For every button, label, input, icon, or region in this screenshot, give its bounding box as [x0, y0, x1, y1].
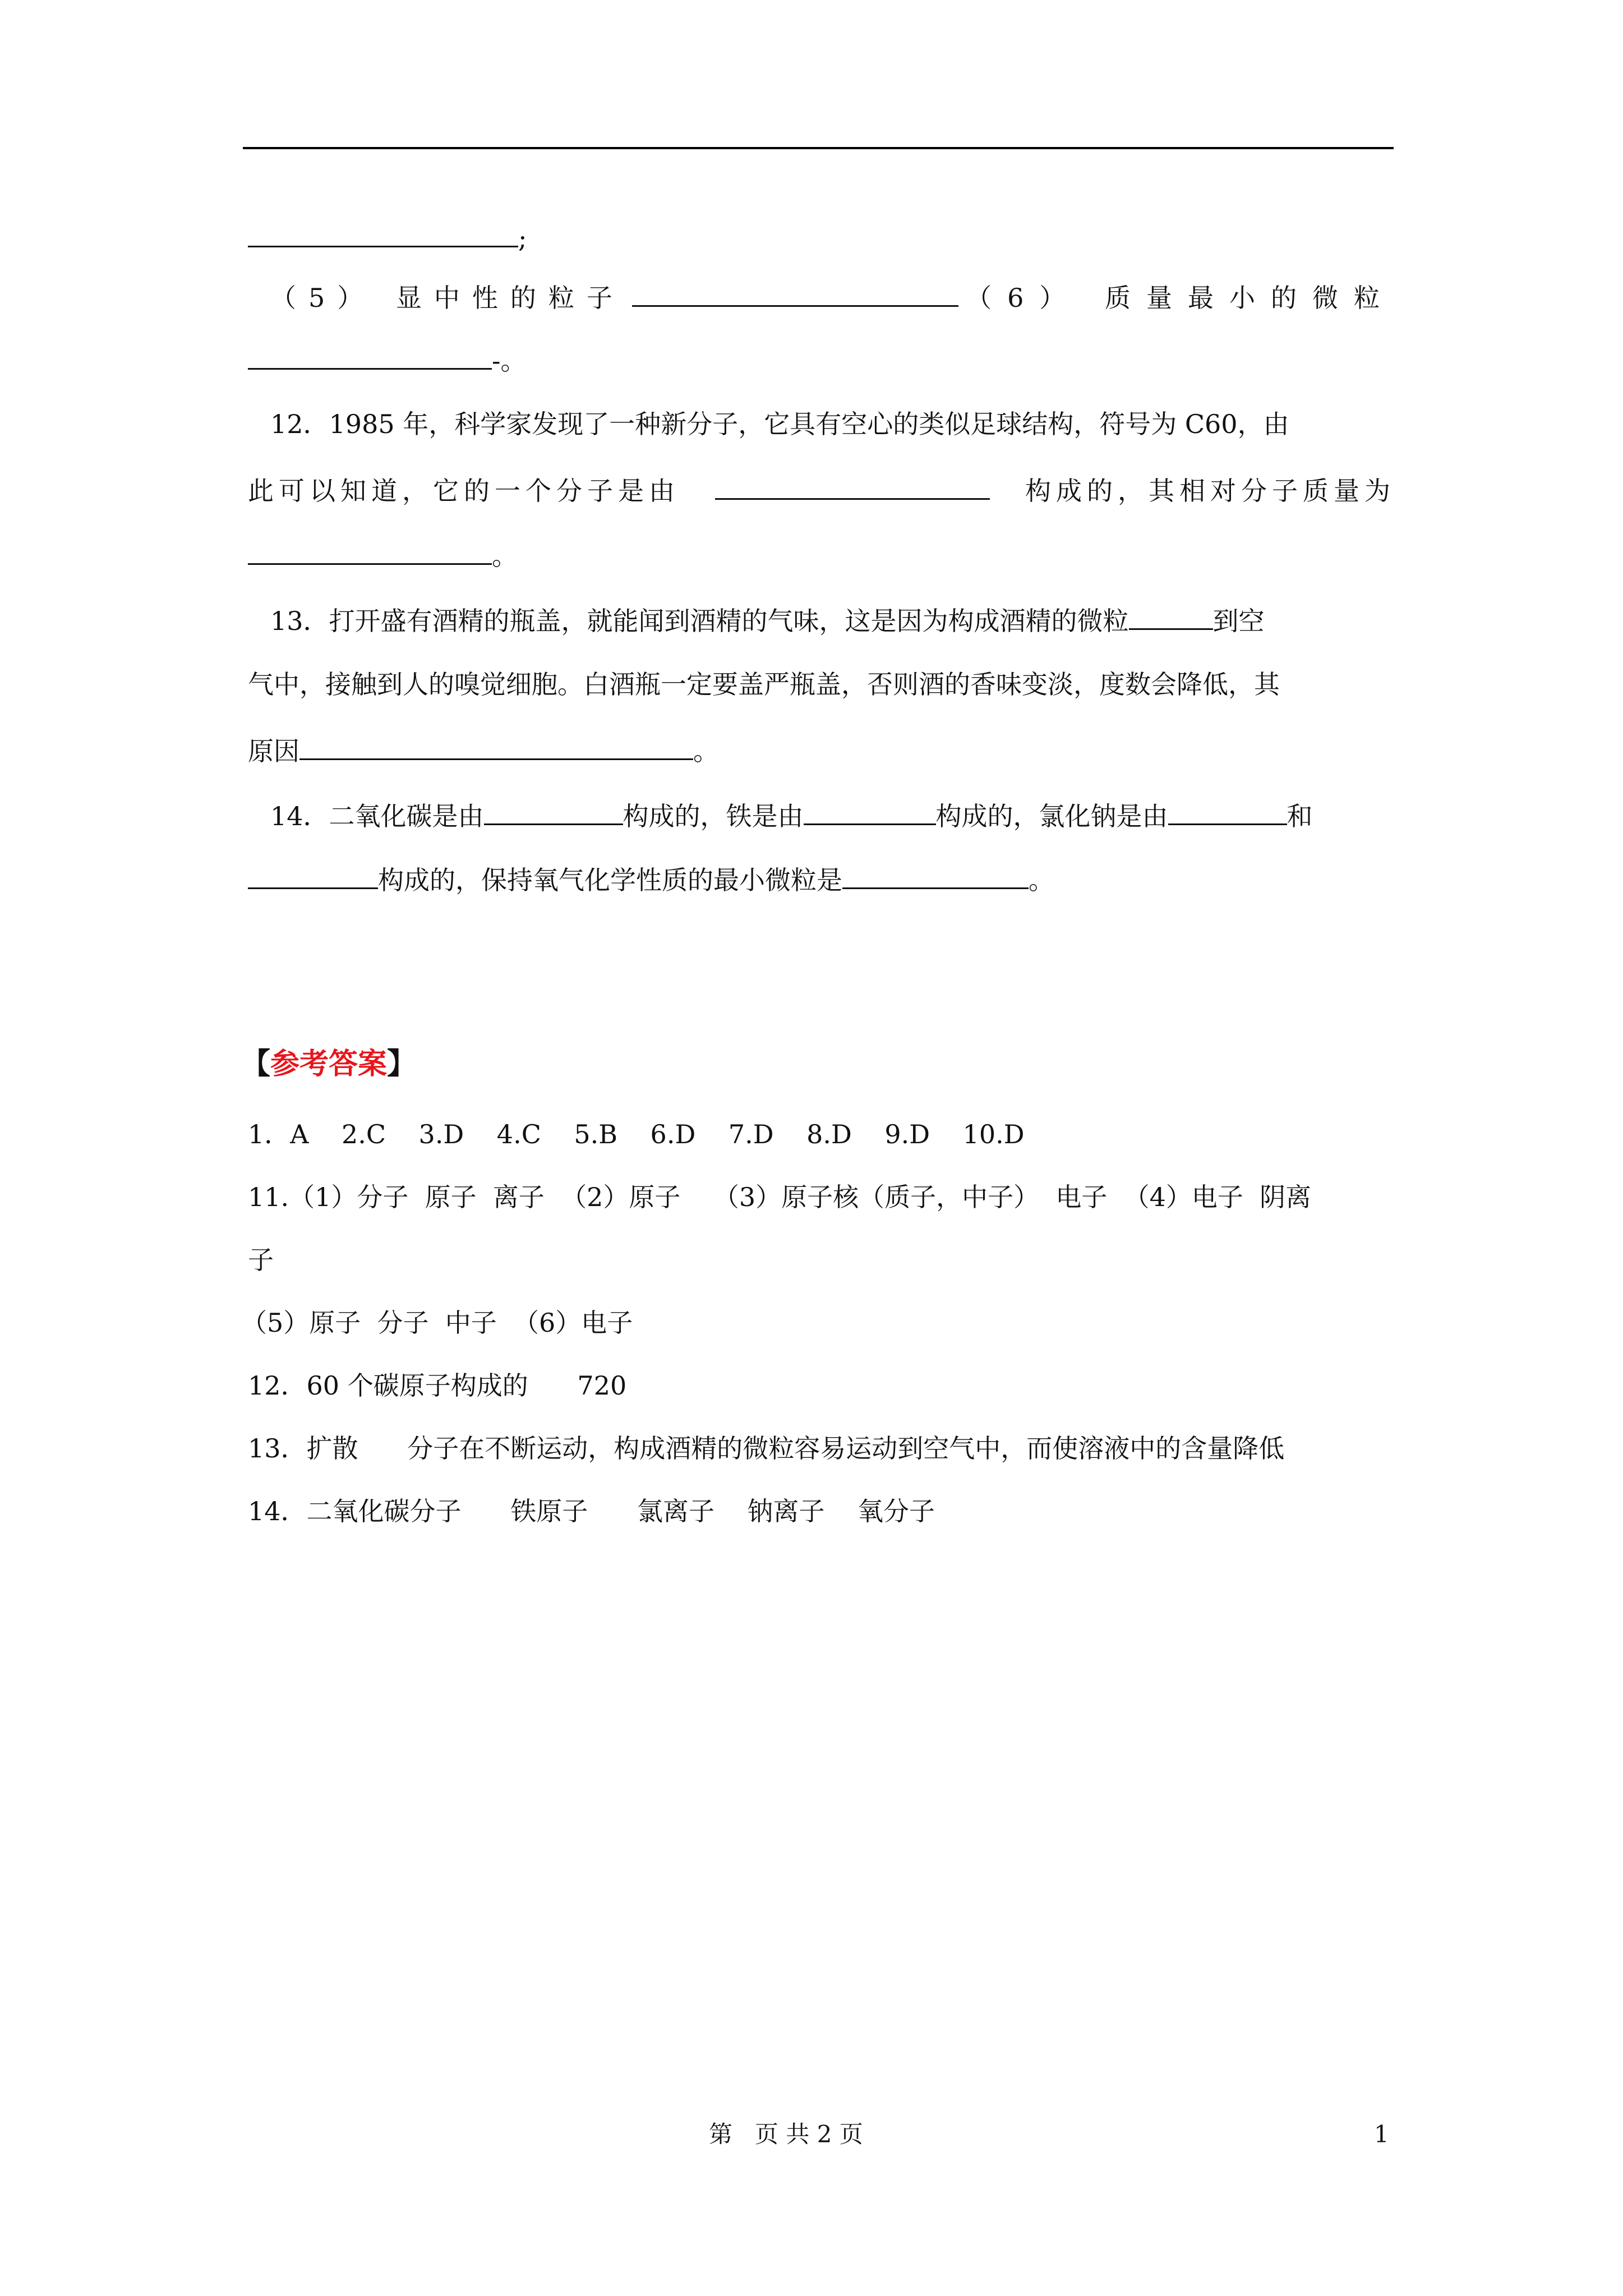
- q13-end: 。: [693, 736, 719, 766]
- q12-end: 。: [492, 541, 518, 571]
- header-rule: [243, 147, 1394, 149]
- q13-line2: [248, 668, 1395, 701]
- answers-title: [241, 1046, 416, 1083]
- q13-text-1a: 13．打开盛有酒精的瓶盖，就能闻到酒精的气味，这是因为构成酒精的微粒: [270, 606, 1129, 636]
- q11-blank-line: [248, 220, 1395, 255]
- q14-line2: [248, 862, 1395, 897]
- footer-page-number: 1: [1374, 2120, 1389, 2148]
- q14-text-1a: 14．二氧化碳是由: [270, 801, 484, 831]
- answer-blank: [1168, 798, 1287, 825]
- answer-blank: [248, 862, 378, 889]
- q13-text-2: 气中，接触到人的嗅觉细胞。白酒瓶一定要盖严瓶盖，否则酒的香味变淡，度数会降低，其: [248, 669, 1280, 700]
- q11-item6-label: （6） 质量最小的微粒: [966, 283, 1395, 313]
- q11-items-5-6: [270, 279, 1395, 315]
- q11-semicolon: ;: [518, 223, 527, 254]
- q14-text-2b: 构成的，保持氧气化学性质的最小微粒是: [378, 865, 842, 895]
- footer-page-text: 第 页 共 2 页: [709, 2120, 863, 2148]
- q12-text-2b: 构成的，其相对分子质量为: [1025, 476, 1395, 506]
- bracket-left: 【: [241, 1047, 271, 1081]
- answers-11-line2: 子: [248, 1245, 274, 1275]
- q12-line2: [248, 472, 1395, 508]
- answer-blank: [248, 220, 518, 247]
- answers-12: 12．60 个碳原子构成的 720: [248, 1370, 627, 1401]
- answers-1-10: 1．A 2.C 3.D 4.C 5.B 6.D 7.D 8.D 9.D 10.D: [248, 1119, 1025, 1149]
- answers-13: 13．扩散 分子在不断运动，构成酒精的微粒容易运动到空气中，而使溶液中的含量降低: [248, 1433, 1285, 1464]
- q11-end: -。: [492, 346, 527, 376]
- q13-text-3a: 原因: [248, 736, 299, 766]
- answers-11-line3: （5）原子 分子 中子 （6）电子: [241, 1308, 633, 1338]
- q14-text-1c: 构成的，氯化钠是由: [935, 801, 1168, 831]
- answer-blank: [1129, 602, 1213, 630]
- answer-blank: [299, 733, 693, 760]
- answer-blank: [248, 537, 492, 565]
- answer-blank: [842, 862, 1029, 889]
- answer-blank: [632, 279, 958, 307]
- q14-end: 。: [1029, 865, 1054, 895]
- q14-text-1b: 构成的，铁是由: [623, 801, 804, 831]
- bracket-right: 】: [387, 1047, 417, 1081]
- answers-14: 14．二氧化碳分子 铁原子 氯离子 钠离子 氧分子: [248, 1496, 935, 1526]
- answer-blank: [484, 798, 623, 825]
- q13-line1: [270, 602, 1395, 638]
- q11-item6-blank-line: [248, 342, 1395, 378]
- q14-line1: [270, 798, 1395, 833]
- q14-text-1d: 和: [1287, 801, 1313, 831]
- answer-blank: [248, 342, 492, 370]
- answer-blank: [804, 798, 936, 825]
- answer-blank: [715, 472, 990, 500]
- q12-text-1: 12．1985 年，科学家发现了一种新分子，它具有空心的类似足球结构，符号为 C60，由: [270, 409, 1289, 439]
- q13-text-1b: 到空: [1212, 606, 1265, 636]
- q12-line3: [248, 537, 1395, 573]
- q11-item5-label: （5） 显中性的粒子: [270, 283, 625, 313]
- answers-11-line1: 11.（1）分子 原子 离子 （2）原子 （3）原子核（质子，中子） 电子 （4）电子 阴离: [248, 1182, 1312, 1212]
- q12-line1: [270, 407, 1395, 441]
- q12-text-2a: 此可以知道，它的一个分子是由: [248, 476, 680, 506]
- q13-line3: [248, 733, 1395, 768]
- answers-title-text: 参考答案: [270, 1047, 388, 1081]
